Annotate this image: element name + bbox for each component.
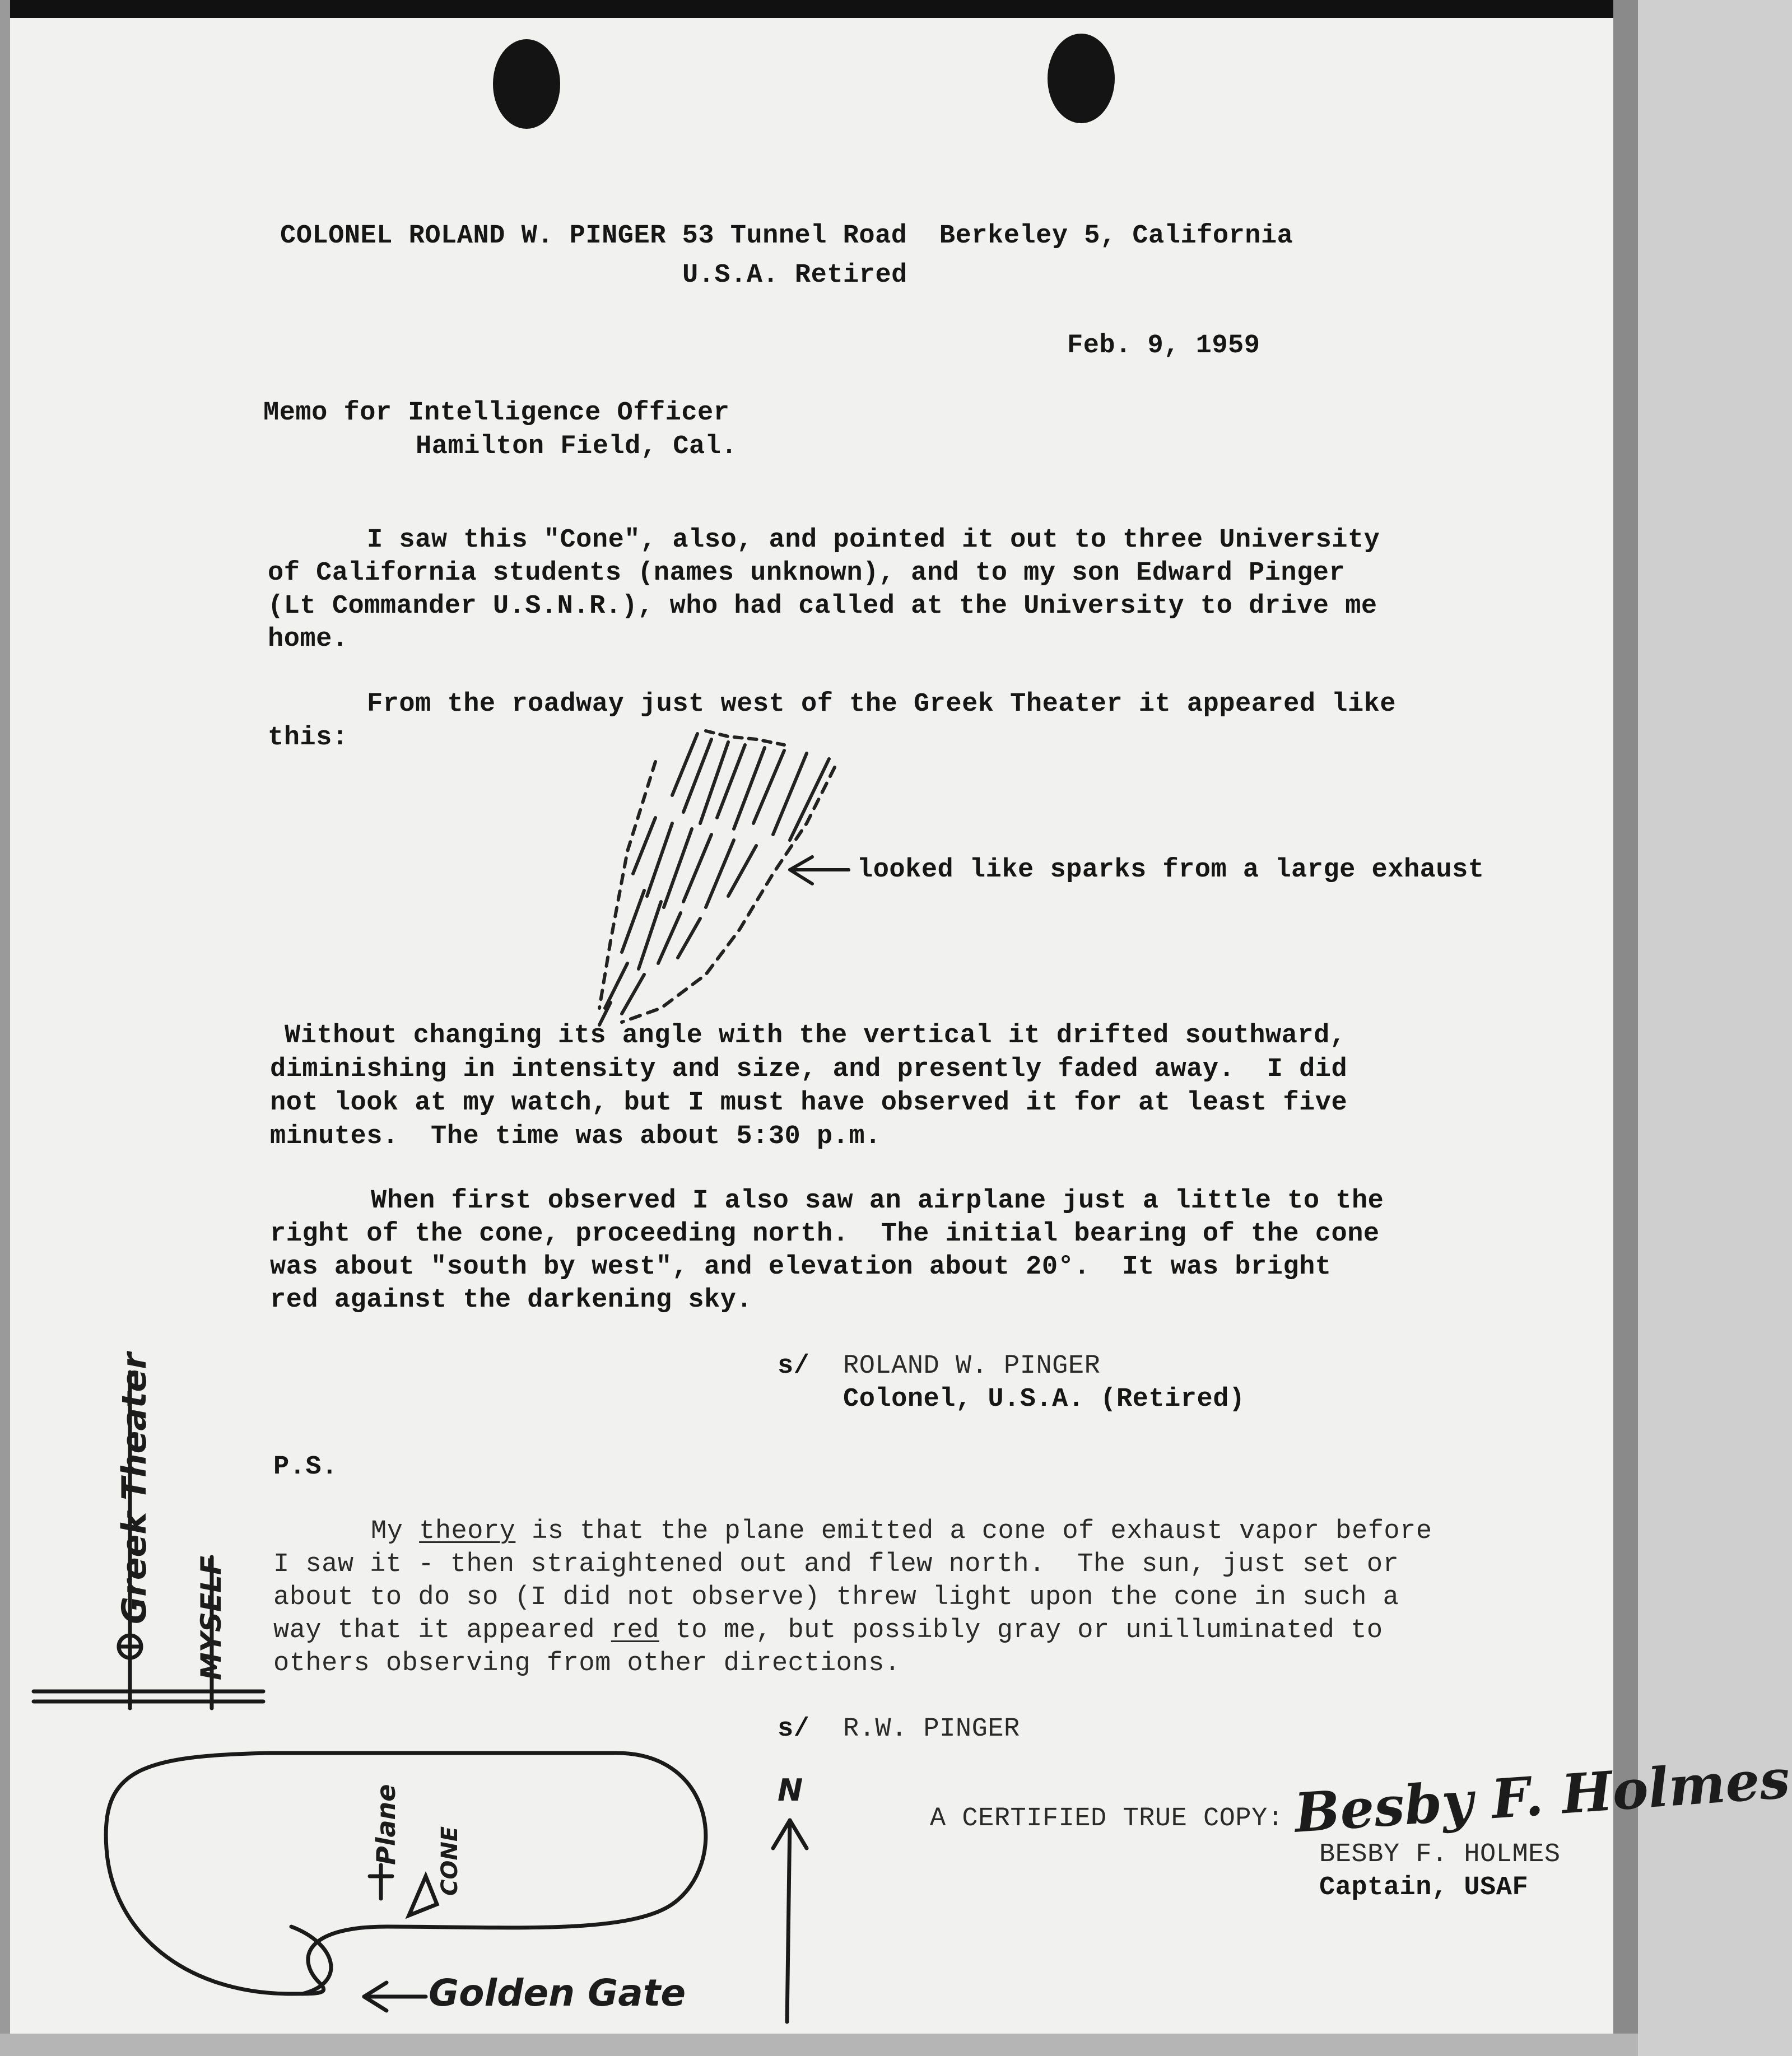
paragraph-1-line-1: I saw this "Cone", also, and pointed it out to three University (367, 525, 1380, 555)
map-label-golden-gate: Golden Gate (429, 1971, 686, 2015)
map-label-north: N (778, 1773, 803, 1808)
ps-line-2: I saw it - then straightened out and flew north. The sun, just set or (273, 1550, 1399, 1579)
paragraph-2-line-1: From the roadway just west of the Greek Theater it appeared like (367, 689, 1397, 719)
signature-1-prefix: s/ (778, 1351, 810, 1381)
paragraph-4-line-4: red against the darkening sky. (270, 1285, 753, 1315)
paragraph-2-line-2: this: (268, 723, 348, 753)
cone-marker-icon (409, 1876, 437, 1915)
letterhead-line2: U.S.A. Retired (682, 260, 907, 290)
paragraph-1-line-3: (Lt Commander U.S.N.R.), who had called at the University to drive me (268, 591, 1377, 621)
paragraph-3-line-1: Without changing its angle with the vertical it drifted southward, (285, 1021, 1346, 1051)
memo-date: Feb. 9, 1959 (1067, 331, 1260, 361)
bay-outline-icon (106, 1753, 706, 1994)
paragraph-3-line-4: minutes. The time was about 5:30 p.m. (270, 1122, 881, 1151)
paragraph-4-line-2: right of the cone, proceeding north. The initial bearing of the cone (270, 1219, 1380, 1249)
signature-2-prefix: s/ (778, 1714, 810, 1744)
signature-1-name: ROLAND W. PINGER (843, 1351, 1101, 1381)
ps-underlined-theory: theory (419, 1517, 516, 1546)
ps-line-1-start: My (371, 1517, 420, 1546)
certification-name: BESBY F. HOLMES (1319, 1840, 1561, 1869)
ps-label: P.S. (273, 1452, 338, 1482)
ps-line-4-end: to me, but possibly gray or unilluminated to (659, 1616, 1383, 1645)
certification-label: A CERTIFIED TRUE COPY: (930, 1804, 1284, 1834)
addressee-line2: Hamilton Field, Cal. (416, 432, 738, 461)
paragraph-4-line-3: was about "south by west", and elevation about 20°. It was bright (270, 1252, 1332, 1282)
signature-1-title: Colonel, U.S.A. (Retired) (843, 1384, 1245, 1414)
map-label-cone: CONE (437, 1826, 463, 1896)
paragraph-1-line-2: of California students (names unknown), and to my son Edward Pinger (268, 558, 1346, 588)
paragraph-3-line-2: diminishing in intensity and size, and presently faded away. I did (270, 1055, 1348, 1084)
paragraph-1-line-4: home. (268, 624, 348, 654)
signature-2-name: R.W. PINGER (843, 1714, 1020, 1744)
map-label-greek-theater: Greek Theater (115, 1353, 154, 1624)
map-label-myself: MYSELF (195, 1555, 227, 1680)
certification-handwritten-signature: Besby F. Holmes (1292, 1747, 1792, 1845)
ps-underlined-red: red (611, 1616, 659, 1645)
north-arrow-icon (787, 1820, 790, 2022)
paragraph-4-line-1: When first observed I also saw an airplane just a little to the (371, 1186, 1384, 1216)
sketch-label: looked like sparks from a large exhaust (857, 855, 1484, 885)
letterhead-line1: COLONEL ROLAND W. PINGER 53 Tunnel Road Berkeley 5, California (280, 221, 1293, 251)
addressee-line1: Memo for Intelligence Officer (263, 398, 730, 428)
ps-line-1-end: is that the plane emitted a cone of exhaust vapor before (515, 1517, 1432, 1546)
ps-line-5: others observing from other directions. (273, 1649, 901, 1679)
ps-line-4-start: way that it appeared (273, 1616, 611, 1645)
paragraph-3-line-3: not look at my watch, but I must have observed it for at least five (270, 1088, 1348, 1118)
map-label-plane: Plane (371, 1784, 401, 1865)
ps-line-3: about to do so (I did not observe) threw light upon the cone in such a (273, 1583, 1399, 1612)
certification-title: Captain, USAF (1319, 1873, 1529, 1903)
